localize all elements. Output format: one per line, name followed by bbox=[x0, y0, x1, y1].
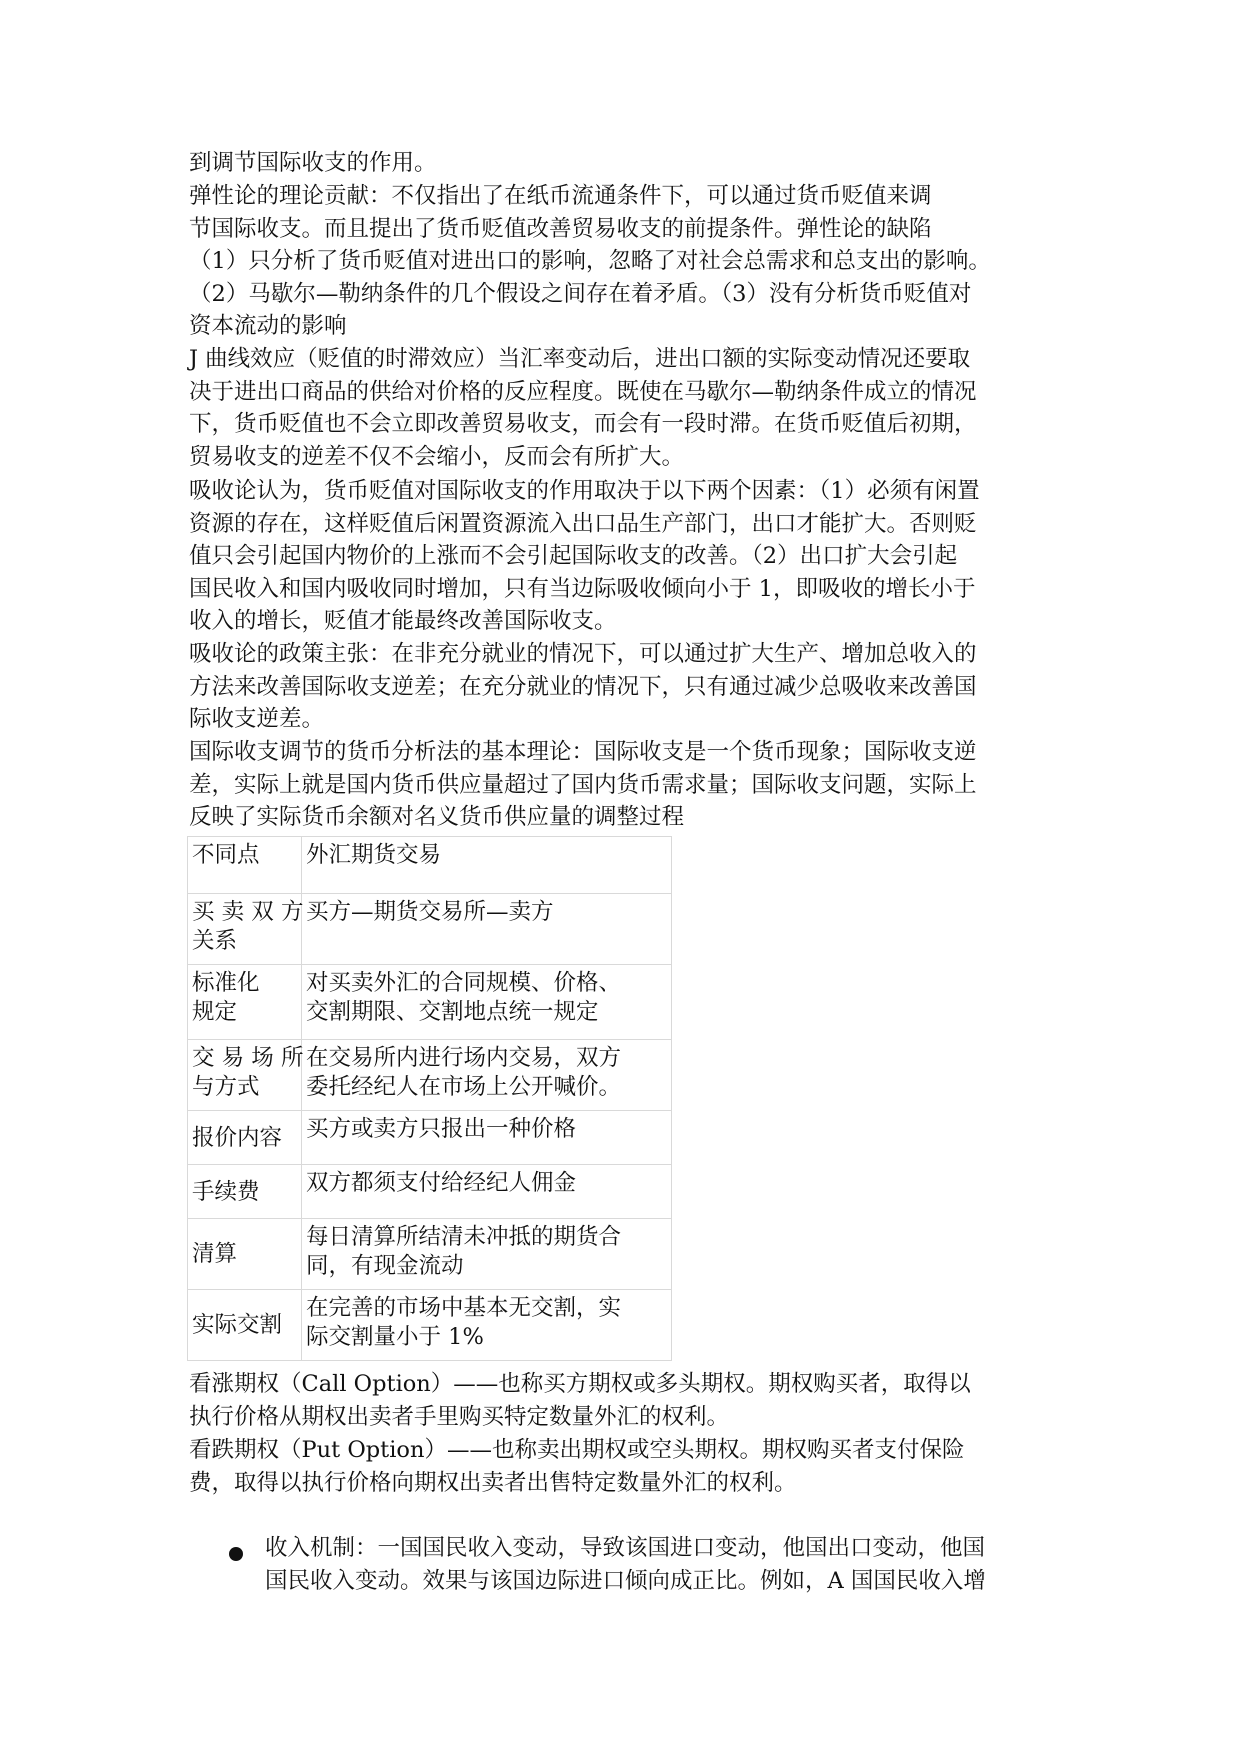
text-line: J 曲线效应（贬值的时滞效应）当汇率变动后，进出口额的实际变动情况还要取 bbox=[189, 346, 971, 372]
text-line: 看涨期权（Call Option）——也称买方期权或多头期权。期权购买者，取得以 bbox=[189, 1371, 971, 1397]
table-row bbox=[188, 1165, 672, 1219]
table-cell-label bbox=[188, 837, 302, 894]
text-line: 国民收入和国内吸收同时增加，只有当边际吸收倾向小于 1，即吸收的增长小于 bbox=[189, 575, 976, 602]
cell-text: 对买卖外汇的合同规模、价格、 bbox=[306, 970, 622, 996]
cell-text: 在完善的市场中基本无交割，实 bbox=[306, 1295, 622, 1321]
table-cell-value bbox=[302, 1290, 672, 1361]
text-line: 贸易收支的逆差不仅不会缩小，反而会有所扩大。 bbox=[189, 443, 685, 470]
cell-text: 双方都须支付给经纪人佣金 bbox=[306, 1170, 577, 1196]
table-cell-value bbox=[302, 965, 672, 1040]
table-cell-label bbox=[188, 1111, 302, 1165]
bullet-item-income-mechanism bbox=[265, 1532, 1061, 1597]
table-row bbox=[188, 965, 672, 1040]
text-line: 决于进出口商品的供给对价格的反应程度。既使在马歇尔—勒纳条件成立的情况 bbox=[189, 378, 977, 405]
text-line: 值只会引起国内物价的上涨而不会引起国际收支的改善。（2）出口扩大会引起 bbox=[189, 543, 958, 569]
table-cell-label bbox=[188, 965, 302, 1040]
table-cell-value bbox=[302, 1219, 672, 1290]
text-line: （1）只分析了货币贬值对进出口的影响，忽略了对社会总需求和总支出的影响。 bbox=[189, 248, 991, 274]
table-cell-value bbox=[302, 1111, 672, 1165]
cell-text: 标准化 bbox=[192, 970, 260, 996]
text-line: 吸收论的政策主张：在非充分就业的情况下，可以通过扩大生产、增加总收入的 bbox=[189, 641, 977, 667]
table-cell-label bbox=[188, 1165, 302, 1219]
table-cell-label bbox=[188, 894, 302, 965]
text-line: 看跌期权（Put Option）——也称卖出期权或空头期权。期权购买者支付保险 bbox=[189, 1437, 965, 1463]
cell-text: 与方式 bbox=[192, 1074, 260, 1100]
text-line: 吸收论认为，货币贬值对国际收支的作用取决于以下两个因素：（1）必须有闲置 bbox=[189, 478, 980, 504]
table-row bbox=[188, 837, 672, 894]
text-line: 方法来改善国际收支逆差；在充分就业的情况下，只有通过减少总吸收来改善国 bbox=[189, 673, 977, 700]
cell-text: 手续费 bbox=[192, 1178, 260, 1205]
table-cell-label bbox=[188, 1290, 302, 1361]
table-cell-label bbox=[188, 1219, 302, 1290]
cell-text: 关系 bbox=[192, 928, 238, 954]
text-line: 资本流动的影响 bbox=[189, 313, 347, 339]
table-row bbox=[188, 894, 672, 965]
cell-text: 清算 bbox=[192, 1241, 238, 1267]
table-cell-value bbox=[302, 837, 672, 894]
cell-text: 实际交割 bbox=[192, 1312, 283, 1338]
bullet-icon bbox=[229, 1547, 243, 1561]
paragraph-elasticity-theory bbox=[189, 180, 1061, 343]
paragraph-put-option bbox=[189, 1434, 1061, 1499]
text-line: 资源的存在，这样贬值后闲置资源流入出口品生产部门，出口才能扩大。否则贬 bbox=[189, 510, 977, 537]
text-line: 国民收入变动。效果与该国边际进口倾向成正比。例如，A 国国民收入增 bbox=[265, 1567, 986, 1594]
paragraph-absorption-theory bbox=[189, 475, 1061, 638]
text-line: 反映了实际货币余额对名义货币供应量的调整过程 bbox=[189, 804, 685, 830]
text-line: 收入的增长，贬值才能最终改善国际收支。 bbox=[189, 608, 617, 634]
cell-text: 交割期限、交割地点统一规定 bbox=[306, 999, 599, 1025]
paragraph-intro-tail bbox=[189, 147, 1061, 180]
cell-text: 规定 bbox=[192, 999, 238, 1025]
text-line: 到调节国际收支的作用。 bbox=[189, 150, 437, 176]
text-line: 收入机制：一国国民收入变动，导致该国进口变动，他国出口变动，他国 bbox=[265, 1535, 986, 1561]
cell-text: 外汇期货交易 bbox=[306, 842, 442, 868]
table-cell-value bbox=[302, 1165, 672, 1219]
text-line: 差，实际上就是国内货币供应量超过了国内货币需求量；国际收支问题，实际上 bbox=[189, 771, 977, 798]
text-line: 费，取得以执行价格向期权出卖者出售特定数量外汇的权利。 bbox=[189, 1469, 797, 1496]
text-line: 国际收支调节的货币分析法的基本理论：国际收支是一个货币现象；国际收支逆 bbox=[189, 739, 977, 765]
text-line: 际收支逆差。 bbox=[189, 706, 325, 732]
cell-text: 不同点 bbox=[192, 842, 260, 868]
table-row bbox=[188, 1219, 672, 1290]
cell-text: 在交易所内进行场内交易，双方 bbox=[306, 1045, 622, 1071]
cell-text: 每日清算所结清未冲抵的期货合 bbox=[306, 1224, 622, 1250]
paragraph-monetary-approach bbox=[189, 736, 1061, 834]
paragraph-j-curve bbox=[189, 343, 1061, 473]
table-row bbox=[188, 1111, 672, 1165]
cell-text: 交 易 场 所 bbox=[192, 1045, 304, 1071]
table-row bbox=[188, 1040, 672, 1111]
cell-text: 报价内容 bbox=[192, 1124, 283, 1151]
futures-comparison-table bbox=[187, 836, 672, 1361]
text-line: 执行价格从期权出卖者手里购买特定数量外汇的权利。 bbox=[189, 1403, 730, 1430]
table-cell-value bbox=[302, 894, 672, 965]
table-cell-value bbox=[302, 1040, 672, 1111]
text-line: 弹性论的理论贡献：不仅指出了在纸币流通条件下，可以通过货币贬值来调 bbox=[189, 183, 932, 209]
text-line: 下，货币贬值也不会立即改善贸易收支，而会有一段时滞。在货币贬值后初期， bbox=[189, 411, 977, 437]
table-row bbox=[188, 1290, 672, 1361]
paragraph-absorption-policy bbox=[189, 638, 1061, 736]
cell-text: 同，有现金流动 bbox=[306, 1253, 464, 1279]
cell-text: 委托经纪人在市场上公开喊价。 bbox=[306, 1074, 622, 1100]
paragraph-call-option bbox=[189, 1368, 1061, 1433]
cell-text: 买方或卖方只报出一种价格 bbox=[306, 1116, 577, 1142]
cell-text: 买 卖 双 方 bbox=[192, 899, 304, 925]
text-line: 节国际收支。而且提出了货币贬值改善贸易收支的前提条件。弹性论的缺陷 bbox=[189, 215, 932, 242]
cell-text: 际交割量小于 1% bbox=[306, 1324, 484, 1350]
table-cell-label bbox=[188, 1040, 302, 1111]
cell-text: 买方—期货交易所—卖方 bbox=[306, 899, 554, 925]
text-line: （2）马歇尔—勒纳条件的几个假设之间存在着矛盾。（3）没有分析货币贬值对 bbox=[189, 280, 972, 307]
